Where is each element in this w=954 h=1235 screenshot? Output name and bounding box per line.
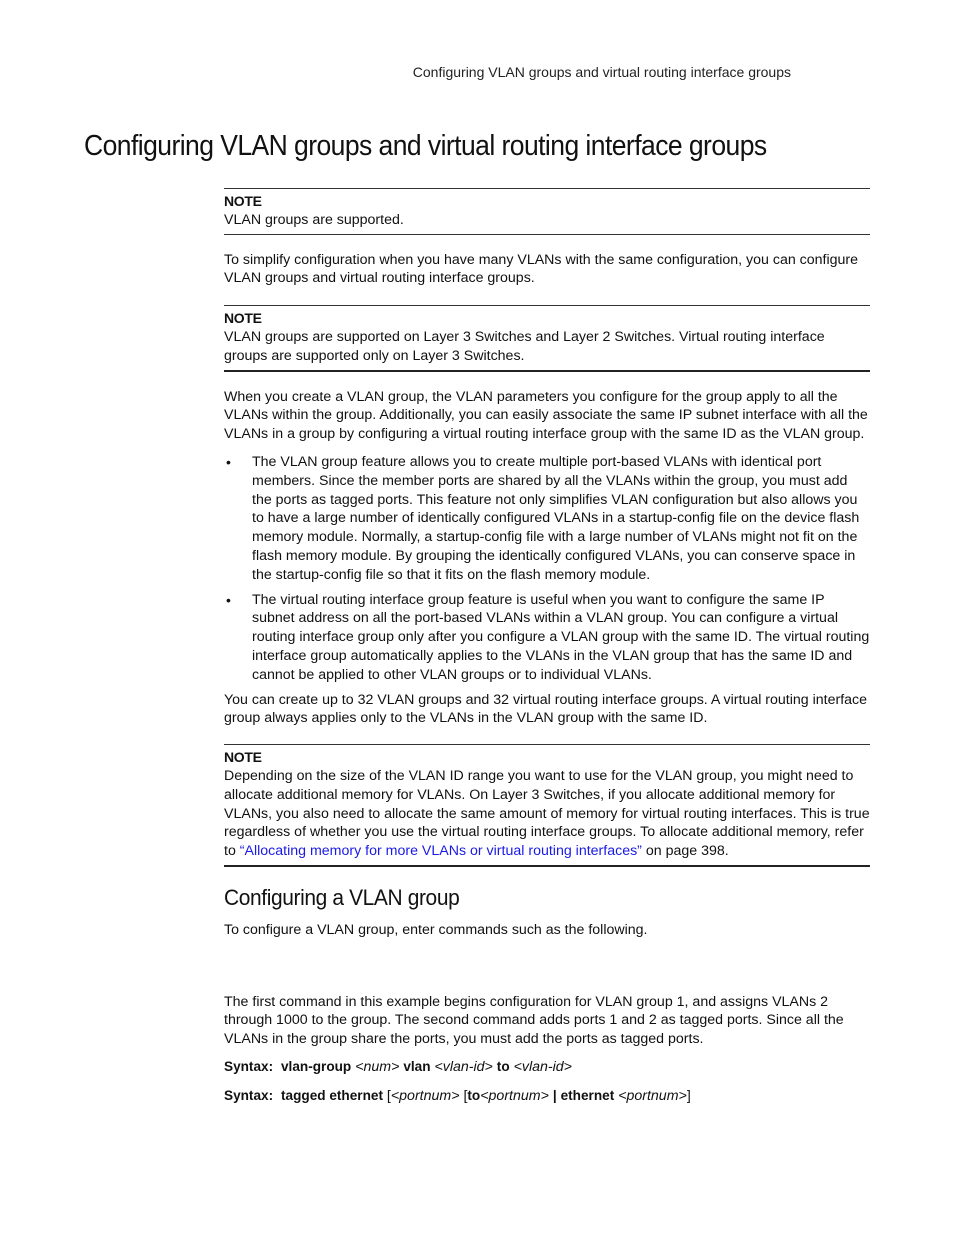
note-text: VLAN groups are supported on Layer 3 Switches and Layer 2 Switches. Virtual routing interface groups are supported only on Layer 3 Switches. bbox=[224, 328, 825, 364]
syntax-tagged-ethernet: Syntax: tagged ethernet [<portnum> [to<portnum> | ethernet <portnum>] bbox=[224, 1087, 691, 1104]
section-title: Configuring a VLAN group bbox=[224, 884, 460, 910]
intro-paragraph: To simplify configuration when you have many VLANs with the same configuration, you can configure VLAN groups and virtual routing interface groups. bbox=[224, 251, 859, 287]
note-label: NOTE bbox=[224, 749, 262, 766]
command-example-area bbox=[224, 949, 870, 993]
syntax-vlan-group: Syntax: vlan-group <num> vlan <vlan-id> to <vlan-id> bbox=[224, 1058, 572, 1075]
feature-list bbox=[224, 453, 870, 685]
section-explanation: The first command in this example begins configuration for VLAN group 1, and assigns VLANs 2 through 1000 to the group. The second command adds ports 1 and 2 as tagged ports. Since all the VLANs in the group share the ports, you must add the ports as tagged ports. bbox=[224, 993, 844, 1048]
list-item: • The virtual routing interface group feature is useful when you want to configure the same IP subnet address on all the port-based VLANs within a VLAN group. You can configure a virtual routing interface group only after you configure a VLAN group with the same ID. The virtual routing interface group automatically applies to the VLANs in the VLAN group that has the same ID and cannot be applied to other VLAN groups or to individual VLANs. bbox=[252, 591, 870, 685]
content bbox=[224, 188, 870, 1114]
limits-paragraph: You can create up to 32 VLAN groups and 32 virtual routing interface groups. A virtual routing interface group always applies only to the VLANs in the VLAN group with the same ID. bbox=[224, 691, 868, 727]
page-title: Configuring VLAN groups and virtual routing interface groups bbox=[84, 130, 767, 162]
running-header: Configuring VLAN groups and virtual routing interface groups bbox=[412, 64, 791, 80]
note-label: NOTE bbox=[224, 193, 262, 209]
list-item: • The VLAN group feature allows you to create multiple port-based VLANs with identical port members. Since the member ports are shared by all the VLANs within the group, you must add the ports as tagged ports. This feature not only simplifies VLAN configuration but also allows you to have a large number of identically configured VLANs in a startup-config file on the device flash memory module. Normally, a startup-config file with a large number of VLANs might not fit on the flash memory module. By grouping the identically configured VLANs, you can conserve space in the startup-config file so that it fits on the flash memory module. bbox=[252, 453, 870, 585]
note-box-2 bbox=[224, 305, 870, 371]
note-box-1 bbox=[224, 188, 870, 235]
note-box-3 bbox=[224, 744, 870, 867]
vlan-group-paragraph: When you create a VLAN group, the VLAN parameters you configure for the group apply to all the VLANs within the group. Additionally, you can easily associate the same IP subnet interface with all the VLANs in a group by configuring a virtual routing interface group with the same ID as the VLAN group. bbox=[224, 388, 868, 443]
note-label: NOTE bbox=[224, 310, 262, 327]
note-text: VLAN groups are supported. bbox=[224, 211, 404, 228]
memory-allocation-link[interactable]: “Allocating memory for more VLANs or virtual routing interfaces” bbox=[239, 843, 642, 860]
note-text: Depending on the size of the VLAN ID range you want to use for the VLAN group, you might need to allocate additional memory for VLANs. On Layer 3 Switches, if you allocate additional memory for VLANs, you also need to allocate the same amount of memory for virtual routing interfaces. This is true regardless of whether you use the virtual routing interface groups. To allocate additional memory, refer to “Allocating memory for more VLANs or virtual routing interfaces” on page 398. bbox=[224, 767, 870, 860]
section-intro: To configure a VLAN group, enter commands such as the following. bbox=[224, 921, 648, 938]
